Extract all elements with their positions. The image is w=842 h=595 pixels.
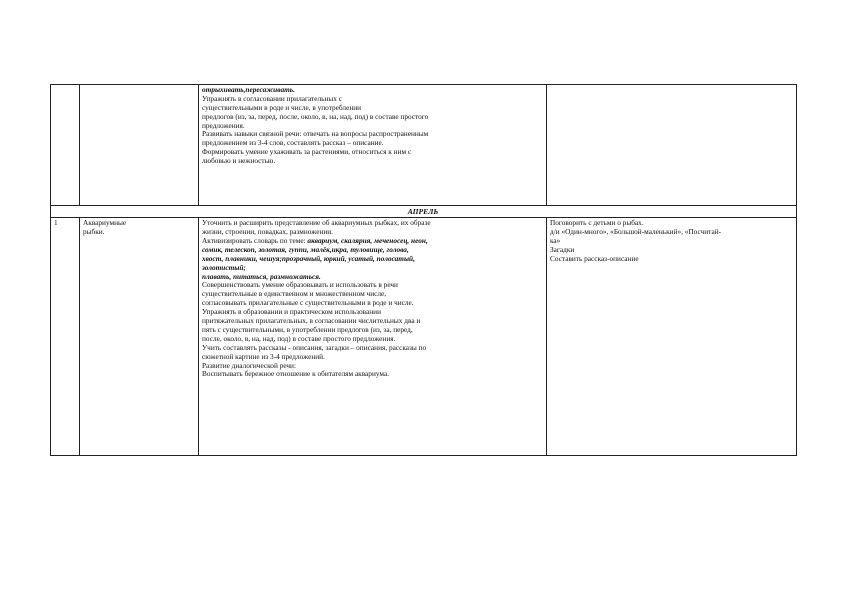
goal-line: существительными в роде и числе, в употреблении <box>202 103 362 112</box>
work-cell <box>547 218 797 456</box>
continuation-number-cell <box>51 85 80 206</box>
month-heading: АПРЕЛЬ <box>51 206 797 218</box>
goal-line: сюжетной картине из 3-4 предложений. <box>202 352 325 361</box>
goal-line: плавать, питаться, размножаться. <box>202 272 321 281</box>
vocab-words: аквариум, скалярия, меченосец, неон, <box>307 237 428 246</box>
goals-cell <box>199 218 547 456</box>
goal-line: Упражнять в согласовании прилагательных с <box>202 94 342 103</box>
goal-line: золотистый; <box>202 263 246 272</box>
goal-line: после, около, в, на, над, под) в составе простого предложения. <box>202 334 396 343</box>
month-row <box>51 206 797 218</box>
work-line: д/и «Один-много», «Большой-маленький», «Посчитай- <box>550 228 722 237</box>
topic-line: рыбки. <box>83 228 105 237</box>
work-line: ка» <box>550 237 561 246</box>
continuation-topic-cell <box>80 85 199 206</box>
work-line: Загадки <box>550 245 575 254</box>
vocab-intro: Активизировать словарь по теме: <box>202 237 308 246</box>
topic-cell <box>80 218 199 456</box>
continuation-row <box>51 85 797 206</box>
continuation-work-cell <box>547 85 797 206</box>
goal-line: сомик, телескоп, золотая, гуппи, малёк,икра, туловище, голова, <box>202 245 409 254</box>
goal-line: предлогов (из, за, перед, после, около, в, на, над, под) в составе простого <box>202 112 429 121</box>
continuation-goals-cell <box>199 85 547 206</box>
goal-line: Развивать навыки связной речи: отвечать на вопросы распространенным <box>202 130 429 139</box>
work-line: Поговорить с детьми о рыбах. <box>550 219 644 228</box>
topic-row <box>51 218 797 456</box>
topic-line: Аквариумные <box>83 219 127 228</box>
goal-line: существительные в единственном и множественном числе, <box>202 290 387 299</box>
goal-line: Формировать умение ухаживать за растениями, относиться к ним с <box>202 148 412 157</box>
goal-line: предложением из 3-4 слов, составлять рассказ – описание. <box>202 139 384 148</box>
goal-line: отрыхивать,пересаживать. <box>202 86 295 94</box>
goal-line: предложения. <box>202 121 245 130</box>
goal-line: Учить составлять рассказы - описания, загадки – описания, рассказы по <box>202 343 427 352</box>
goal-line: любовью и нежностью. <box>202 157 276 166</box>
goal-line: хвост, плавники, чешуя;прозрачный, юркий, усатый, полосатый, <box>202 254 415 263</box>
goal-line <box>202 237 542 246</box>
goal-line: согласовывать прилагательные с существительными в роде и числе. <box>202 299 414 308</box>
goal-line: жизни, строении, повадках, размножении. <box>202 228 333 237</box>
goal-line: Воспитывать бережное отношение к обитателям аквариума. <box>202 370 390 379</box>
goal-line: Развитие диалогической речи: <box>202 361 296 370</box>
row-number: 1 <box>51 218 80 456</box>
work-line: Составить рассказ-описание <box>550 254 639 263</box>
goal-line: Уточнить и расширить представление об аквариумных рыбках, их образе <box>202 219 431 228</box>
goal-line: Упражнять в образовании и практическом использовании <box>202 308 381 317</box>
lesson-plan-table <box>50 84 797 456</box>
goal-line: Совершенствовать умение образовывать и использовать в речи <box>202 281 398 290</box>
goal-line: притяжательных прилагательных, в согласовании числительных два и <box>202 317 421 326</box>
goal-line: пять с существительными, в употреблении предлогов (из, за, перед, <box>202 325 413 334</box>
